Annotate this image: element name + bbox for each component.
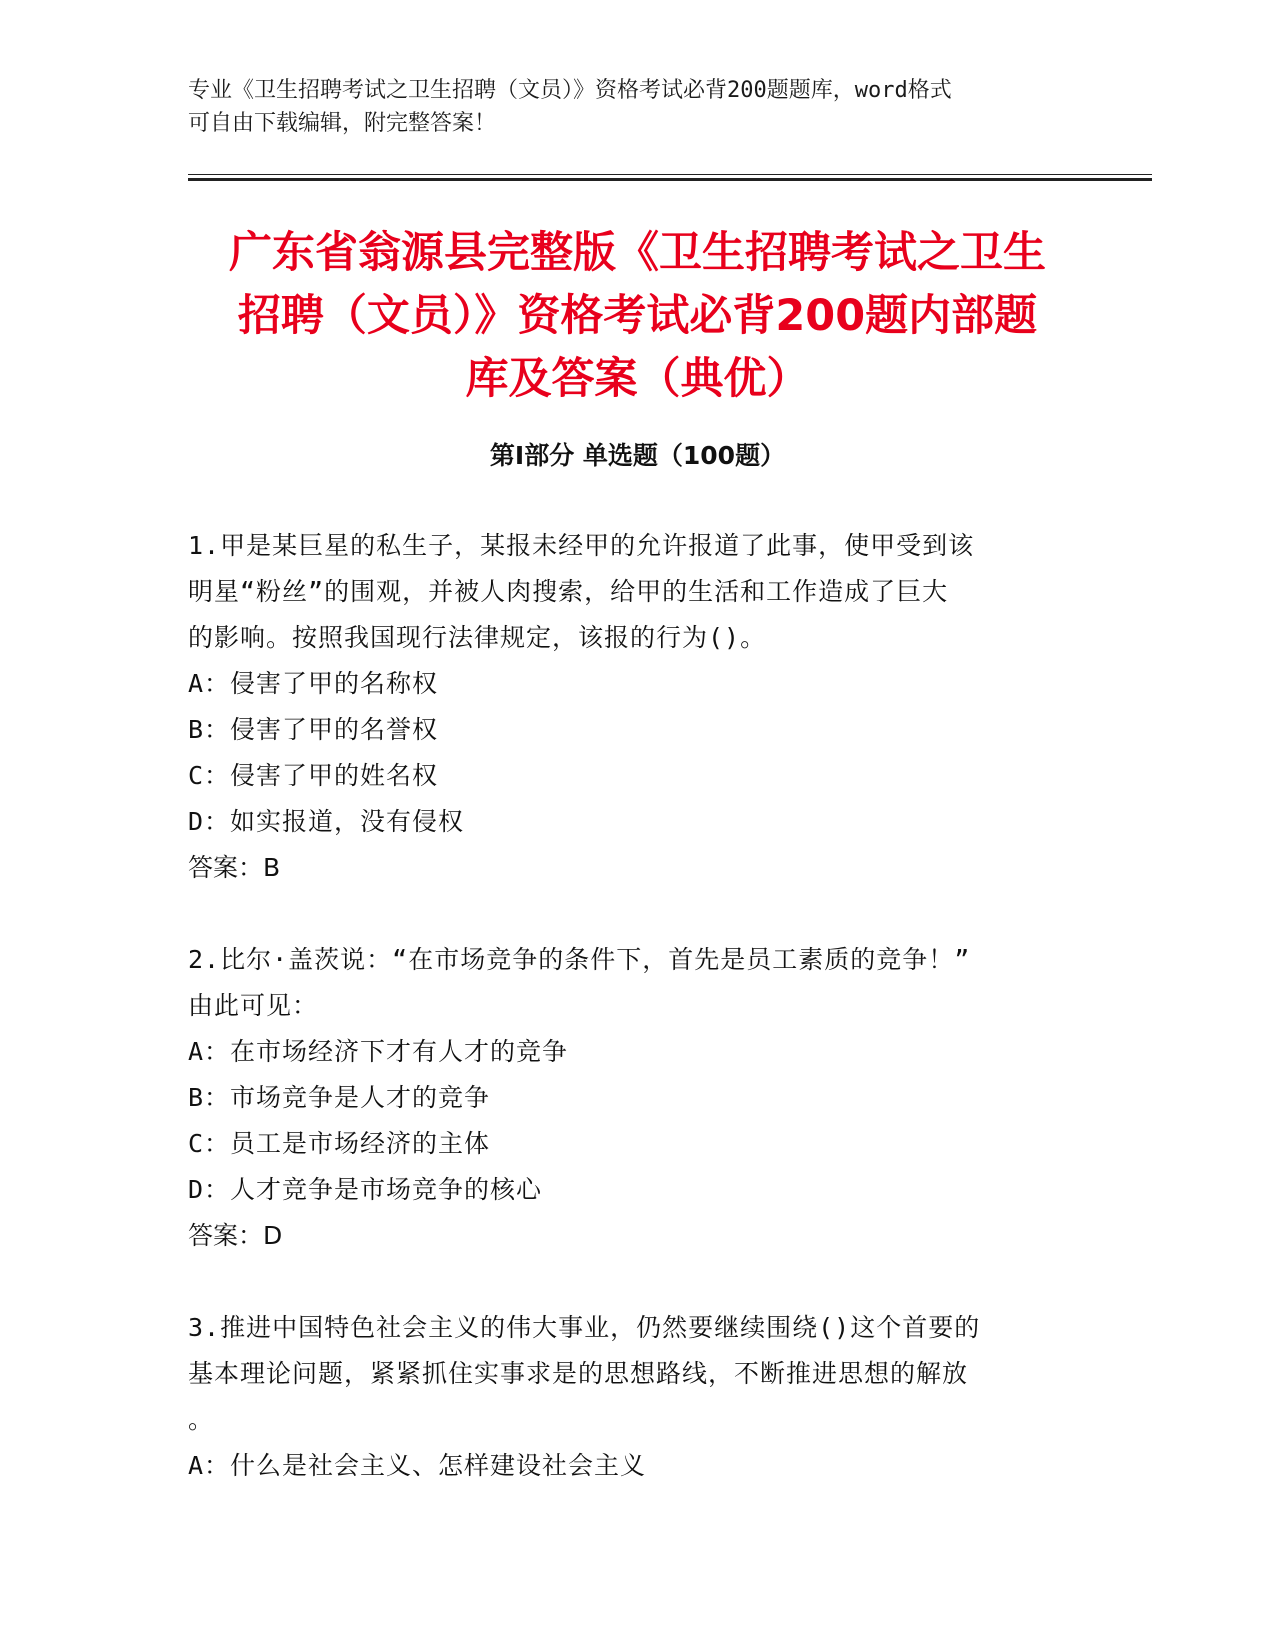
option-d: D：人才竞争是市场竞争的核心	[188, 1175, 543, 1204]
option-a: A：侵害了甲的名称权	[188, 669, 439, 698]
header-line-2: 可自由下载编辑，附完整答案！	[188, 111, 497, 136]
option-a: A：什么是社会主义、怎样建设社会主义	[188, 1451, 647, 1480]
question-stem-line: 的影响。按照我国现行法律规定，该报的行为()。	[188, 623, 767, 652]
question-2	[188, 937, 1068, 1259]
question-stem-line: 。	[188, 1405, 215, 1434]
question-list	[188, 523, 1068, 1489]
option-a: A：在市场经济下才有人才的竞争	[188, 1037, 569, 1066]
option-c: C：员工是市场经济的主体	[188, 1129, 491, 1158]
header-line-1: 专业《卫生招聘考试之卫生招聘（文员）》资格考试必背200题题库，word格式	[188, 78, 952, 103]
question-1	[188, 523, 1068, 891]
answer-label: 答案：D	[188, 1221, 283, 1250]
option-b: B：市场竞争是人才的竞争	[188, 1083, 491, 1112]
title-line-2: 招聘（文员）》资格考试必背200题内部题	[237, 291, 1038, 341]
title-line-3: 库及答案（典优）	[465, 354, 810, 404]
question-stem-line: 明星“粉丝”的围观，并被人肉搜索，给甲的生活和工作造成了巨大	[188, 577, 949, 606]
option-b: B：侵害了甲的名誉权	[188, 715, 439, 744]
question-3	[188, 1305, 1068, 1489]
header-rule-thick	[188, 178, 1152, 181]
answer-label: 答案：B	[188, 853, 281, 882]
document-title	[130, 222, 1145, 411]
option-d: D：如实报道，没有侵权	[188, 807, 465, 836]
question-stem-line: 由此可见：	[188, 991, 319, 1020]
option-c: C：侵害了甲的姓名权	[188, 761, 439, 790]
question-stem-line: 3.推进中国特色社会主义的伟大事业，仍然要继续围绕()这个首要的	[188, 1313, 981, 1342]
document-header	[188, 74, 1088, 140]
title-line-1: 广东省翁源县完整版《卫生招聘考试之卫生	[229, 228, 1046, 278]
section-heading: 第Ⅰ部分 单选题（100题）	[489, 441, 786, 470]
header-rule-thin	[188, 174, 1152, 175]
question-stem-line: 2.比尔·盖茨说：“在市场竞争的条件下，首先是员工素质的竞争！”	[188, 945, 971, 974]
question-stem-line: 1.甲是某巨星的私生子，某报未经甲的允许报道了此事，使甲受到该	[188, 531, 975, 560]
question-stem-line: 基本理论问题，紧紧抓住实事求是的思想路线，不断推进思想的解放	[188, 1359, 969, 1388]
